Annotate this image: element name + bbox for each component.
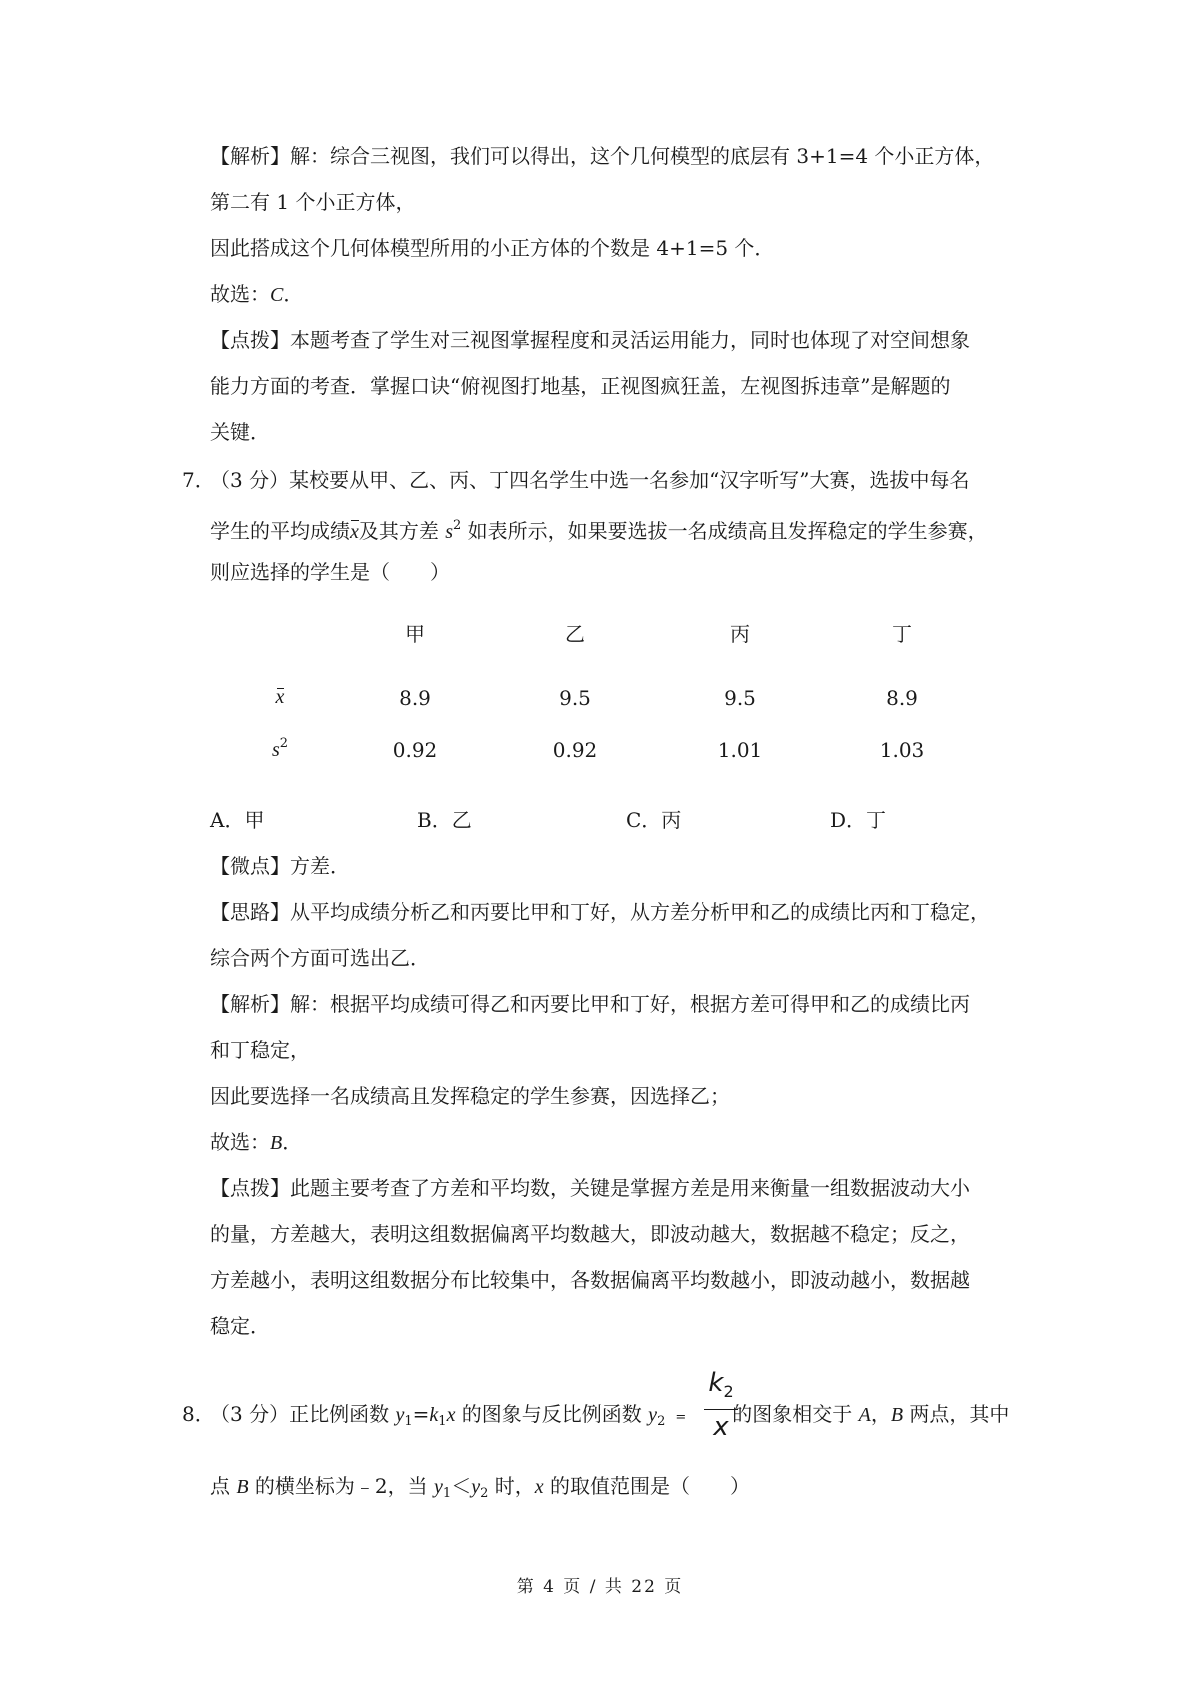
q8-l2-x: x [534, 1476, 544, 1498]
q8-text4: 两点，其中 [903, 1402, 1010, 1426]
q7-idea-line2: 综合两个方面可选出乙． [210, 946, 430, 970]
q6-tip-line3: 关键． [210, 420, 270, 444]
frac-k: k [708, 1368, 724, 1398]
q8-k1: k [429, 1404, 439, 1426]
q8-l2-y2: y [471, 1476, 481, 1498]
table-cell-mean-ding: 8.9 [886, 686, 918, 710]
frac-k-sub: 2 [723, 1382, 734, 1401]
q7-tip-line4: 稳定． [210, 1314, 270, 1338]
q8-l2-y2-sub: 2 [480, 1486, 489, 1501]
q7-analysis-line1: 【解析】解：根据平均成绩可得乙和丙要比甲和丁好，根据方差可得甲和乙的成绩比丙 [210, 992, 970, 1016]
q8-point-b: B [890, 1404, 904, 1426]
q7-answer-prefix: 故选： [210, 1130, 270, 1154]
q6-analysis-line1: 【解析】解：综合三视图，我们可以得出，这个几何模型的底层有 3+1=4 个小正方体， [210, 144, 995, 168]
fraction-numerator [704, 1368, 738, 1407]
table-cell-var-bing: 1.01 [717, 738, 763, 762]
table-header-ding: 丁 [892, 622, 912, 646]
q7-option-b: B．乙 [417, 808, 472, 832]
q7-stem-text2: 及其方差 [358, 519, 446, 543]
q8-point-a: A [858, 1404, 871, 1426]
table-cell-var-yi: 0.92 [552, 738, 598, 762]
q7-tip-line2: 的量，方差越大，表明这组数据偏离平均数越大，即波动越大，数据越不稳定；反之， [210, 1222, 970, 1246]
variance-label-sup: 2 [279, 736, 289, 751]
q8-comma: ， [870, 1402, 891, 1426]
q8-text3: 的图象相交于 [732, 1402, 859, 1426]
q7-stem-text3: 如表所示，如果要选拔一名成绩高且发挥稳定的学生参赛， [461, 519, 988, 543]
q7-stem-text1: 学生的平均成绩 [210, 519, 350, 543]
q7-stem-line2 [210, 512, 988, 546]
q7-option-d: D．丁 [830, 808, 887, 832]
fraction-denominator: x [713, 1412, 729, 1442]
q6-answer-prefix: 故选： [210, 282, 270, 306]
q7-variance-sup: 2 [453, 518, 462, 533]
q7-mean-symbol: x [350, 518, 359, 546]
q8-y1: y [395, 1404, 405, 1426]
q6-answer-letter: C [270, 284, 284, 306]
q7-data-table [210, 620, 1050, 790]
q7-analysis-line3: 因此要选择一名成绩高且发挥稳定的学生参赛，因选择乙； [210, 1084, 730, 1108]
table-cell-var-jia: 0.92 [392, 738, 438, 762]
q7-number: 7． [182, 468, 215, 492]
q7-variance-symbol: s [445, 521, 454, 543]
q7-point: 【微点】方差． [210, 854, 350, 878]
q7-idea-line1: 【思路】从平均成绩分析乙和丙要比甲和丁好，从方差分析甲和乙的成绩比丙和丁稳定， [210, 900, 990, 924]
table-cell-var-ding: 1.03 [879, 738, 925, 762]
q8-y2-sub: 2 [657, 1414, 666, 1429]
q8-stem-line1 [210, 1400, 1009, 1436]
q6-answer-suffix: ． [283, 282, 304, 306]
q8-l2-text2: 的横坐标为﹣2，当 [248, 1474, 435, 1498]
q8-fraction [704, 1368, 738, 1442]
q8-l2-y1: y [434, 1476, 443, 1498]
q8-number: 8． [182, 1402, 215, 1426]
q8-k1-sub: 1 [438, 1414, 447, 1429]
table-row-label-mean [260, 684, 300, 709]
table-header-yi: 乙 [565, 622, 585, 646]
q8-l2-text3: 时， [488, 1474, 535, 1498]
q6-tip-line1: 【点拨】本题考查了学生对三视图掌握程度和灵活运用能力，同时也体现了对空间想象 [210, 328, 970, 352]
q7-tip-line3: 方差越小，表明这组数据分布比较集中，各数据偏离平均数越小，即波动越小，数据越 [210, 1268, 970, 1292]
q8-text1: （3 分）正比例函数 [210, 1402, 396, 1426]
q7-stem-line1: （3 分）某校要从甲、乙、丙、丁四名学生中选一名参加“汉字听写”大赛，选拔中每名 [210, 468, 970, 492]
q8-y1-sub: 1 [404, 1414, 413, 1429]
q7-tip-line1: 【点拨】此题主要考查了方差和平均数，关键是掌握方差是用来衡量一组数据波动大小 [210, 1176, 970, 1200]
table-header-jia: 甲 [405, 622, 425, 646]
q6-analysis-line2: 第二有 1 个小正方体， [210, 190, 416, 214]
q8-equals-small: = [675, 1410, 687, 1425]
q8-l2-y1-sub: 1 [442, 1486, 452, 1501]
q8-y2: y [648, 1404, 658, 1426]
page-footer: 第 4 页 / 共 22 页 [516, 1577, 684, 1597]
variance-label-symbol: s [271, 739, 280, 761]
table-cell-mean-yi: 9.5 [559, 686, 591, 710]
fraction-bar [704, 1409, 738, 1410]
q7-answer-suffix: ． [282, 1130, 303, 1154]
q8-l2-text4: 的取值范围是（ ） [543, 1474, 750, 1498]
q8-l2-point-b: B [236, 1476, 249, 1498]
table-cell-mean-bing: 9.5 [724, 686, 756, 710]
q6-answer [210, 280, 303, 309]
q7-option-c: C．丙 [626, 808, 682, 832]
q6-analysis-line3: 因此搭成这个几何体模型所用的小正方体的个数是 4+1=5 个． [210, 236, 775, 260]
table-cell-mean-jia: 8.9 [399, 686, 431, 710]
q6-tip-line2: 能力方面的考查．掌握口诀“俯视图打地基，正视图疯狂盖，左视图拆违章”是解题的 [210, 374, 951, 398]
table-row-label-variance [260, 736, 300, 762]
q8-text2: 的图象与反比例函数 [455, 1402, 649, 1426]
table-header-bing: 丙 [730, 622, 750, 646]
q7-answer [210, 1128, 302, 1157]
q7-stem-line3: 则应选择的学生是（ ） [210, 560, 450, 584]
q8-x: x [446, 1404, 456, 1426]
q7-analysis-line2: 和丁稳定， [210, 1038, 310, 1062]
q8-l2-less-than: ＜ [451, 1474, 472, 1498]
q7-answer-letter: B [270, 1132, 283, 1154]
q7-option-a: A．甲 [210, 808, 265, 832]
mean-label-symbol: x [275, 686, 285, 708]
q8-l2-text1: 点 [210, 1474, 237, 1498]
q8-stem-line2 [210, 1472, 750, 1508]
q8-equals: = [412, 1402, 430, 1426]
